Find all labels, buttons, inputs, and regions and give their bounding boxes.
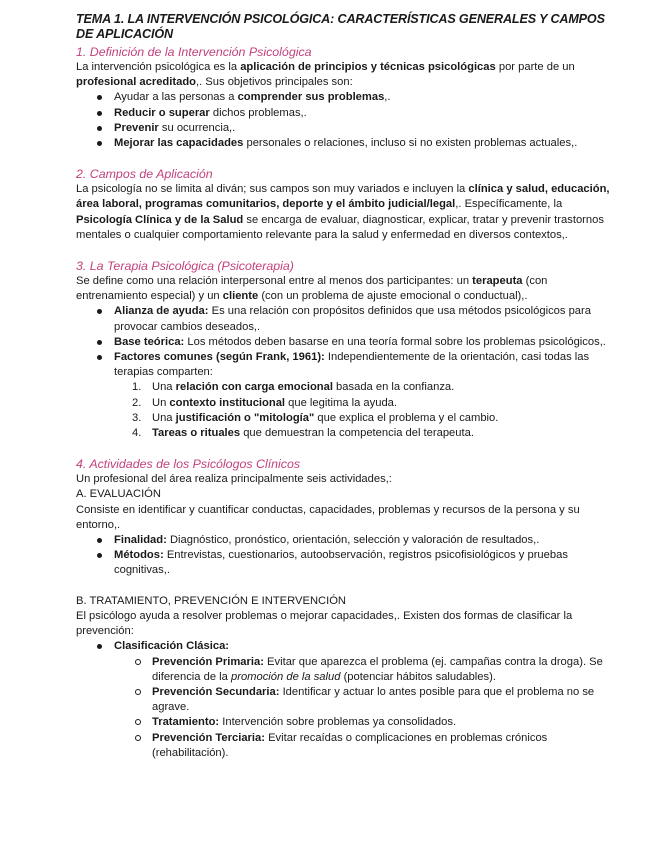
subsection-b-list — [76, 639, 615, 761]
prevention-sublist — [114, 655, 615, 761]
list-item: Mejorar las capacidades personales o relaciones, incluso si no existen problemas actuales,. — [114, 136, 615, 151]
list-item: Base teórica: Los métodos deben basarse en una teoría formal sobre los problemas psicológicos,. — [114, 335, 615, 350]
subsection-a-list — [76, 533, 615, 579]
numbered-item: 1. Una relación con carga emocional basada en la confianza. — [132, 381, 455, 394]
subsection-a-paragraph: Consiste en identificar y cuantificar conductas, capacidades, problemas y recursos de la persona y su entorno,. — [76, 503, 580, 531]
list-item: Métodos: Entrevistas, cuestionarios, autoobservación, registros psicofisiológicos y pruebas cognitivas,. — [114, 548, 615, 578]
numbered-item: 2. Un contexto institucional que legitima la ayuda. — [132, 396, 397, 409]
section-4-intro: Un profesional del área realiza principalmente seis actividades,: — [76, 473, 392, 486]
section-1-paragraph: La intervención psicológica es la aplicación de principios y técnicas psicológicas por parte de un profesional acreditado,. Sus objetivos principales son: — [76, 61, 575, 89]
section-2-paragraph: La psicología no se limita al diván; sus campos son muy variados e incluyen la clínica y salud, educación, área laboral, programas comunitarios, deporte y el ámbito judicial/legal,. Específicamente, la Psicología Clínica y de la Salud se encarga de evaluar, diagnosticar, explicar, tratar y prevenir trastornos mentales o cualquier comportamiento relevante para la salud y enfermedad en diversos contextos,. — [76, 183, 610, 241]
sublist-item: Prevención Secundaria: Identificar y actuar lo antes posible para que el problema no se agrave. — [152, 685, 615, 715]
sublist-item: Prevención Primaria: Evitar que aparezca el problema (ej. campañas contra la droga). Se diferencia de la promoción de la salud (potenciar hábitos saludables). — [152, 655, 615, 685]
common-factors-list — [76, 380, 615, 441]
section-3-heading: 3. La Terapia Psicológica (Psicoterapia) — [76, 259, 294, 274]
section-1-heading: 1. Definición de la Intervención Psicológica — [76, 45, 312, 59]
sublist-item: Prevención Terciaria: Evitar recaídas o complicaciones en problemas crónicos (rehabilitación). — [152, 731, 615, 761]
section-1-list — [76, 90, 615, 151]
numbered-item: 4. Tareas o rituales que demuestran la competencia del terapeuta. — [132, 427, 474, 440]
section-4-heading: 4. Actividades de los Psicólogos Clínicos — [76, 457, 301, 472]
subsection-a-heading: A. EVALUACIÓN — [76, 488, 161, 501]
list-item: Reducir o superar dichos problemas,. — [114, 106, 615, 121]
subsection-b-paragraph: El psicólogo ayuda a resolver problemas o mejorar capacidades,. Existen dos formas de clasificar la prevención: — [76, 609, 573, 638]
document-title: TEMA 1. LA INTERVENCIÓN PSICOLÓGICA: CARACTERÍSTICAS GENERALES Y CAMPOS DE APLICACIÓN — [76, 12, 605, 41]
list-item: Factores comunes (según Frank, 1961): Independientemente de la orientación, casi todas las terapias comparten: — [114, 350, 615, 380]
numbered-item: 3. Una justificación o "mitología" que explica el problema y el cambio. — [132, 411, 499, 424]
list-item: Prevenir su ocurrencia,. — [114, 121, 615, 136]
list-item: Finalidad: Diagnóstico, pronóstico, orientación, selección y valoración de resultados,. — [114, 533, 615, 548]
list-item: Ayudar a las personas a comprender sus problemas,. — [114, 90, 615, 105]
sublist-item: Tratamiento: Intervención sobre problemas ya consolidados. — [152, 715, 615, 730]
section-3-list — [76, 304, 615, 380]
section-2-heading: 2. Campos de Aplicación — [76, 167, 213, 182]
list-item: Alianza de ayuda: Es una relación con propósitos definidos que usa métodos psicológicos para provocar cambios deseados,. — [114, 304, 615, 334]
list-item: Clasificación Clásica: Prevención Primaria: Evitar que aparezca el problema (ej. campañas contra la droga). Se diferencia de la promoción de la salud (potenciar hábitos saludables). Prevención Secundaria: Identificar y actuar lo antes posible para que el problema no se agrave. Tratamiento: Intervención sobre problemas ya consolidados. Prevención Terciaria: Evitar recaídas o complicaciones en problemas crónicos (rehabilitación). — [114, 639, 615, 761]
section-3-paragraph: Se define como una relación interpersonal entre al menos dos participantes: un terapeuta (con entrenamiento especial) y un cliente (con un problema de ajuste emocional o conductual),. — [76, 275, 548, 303]
subsection-b-heading: B. TRATAMIENTO, PREVENCIÓN E INTERVENCIÓN — [76, 594, 346, 607]
